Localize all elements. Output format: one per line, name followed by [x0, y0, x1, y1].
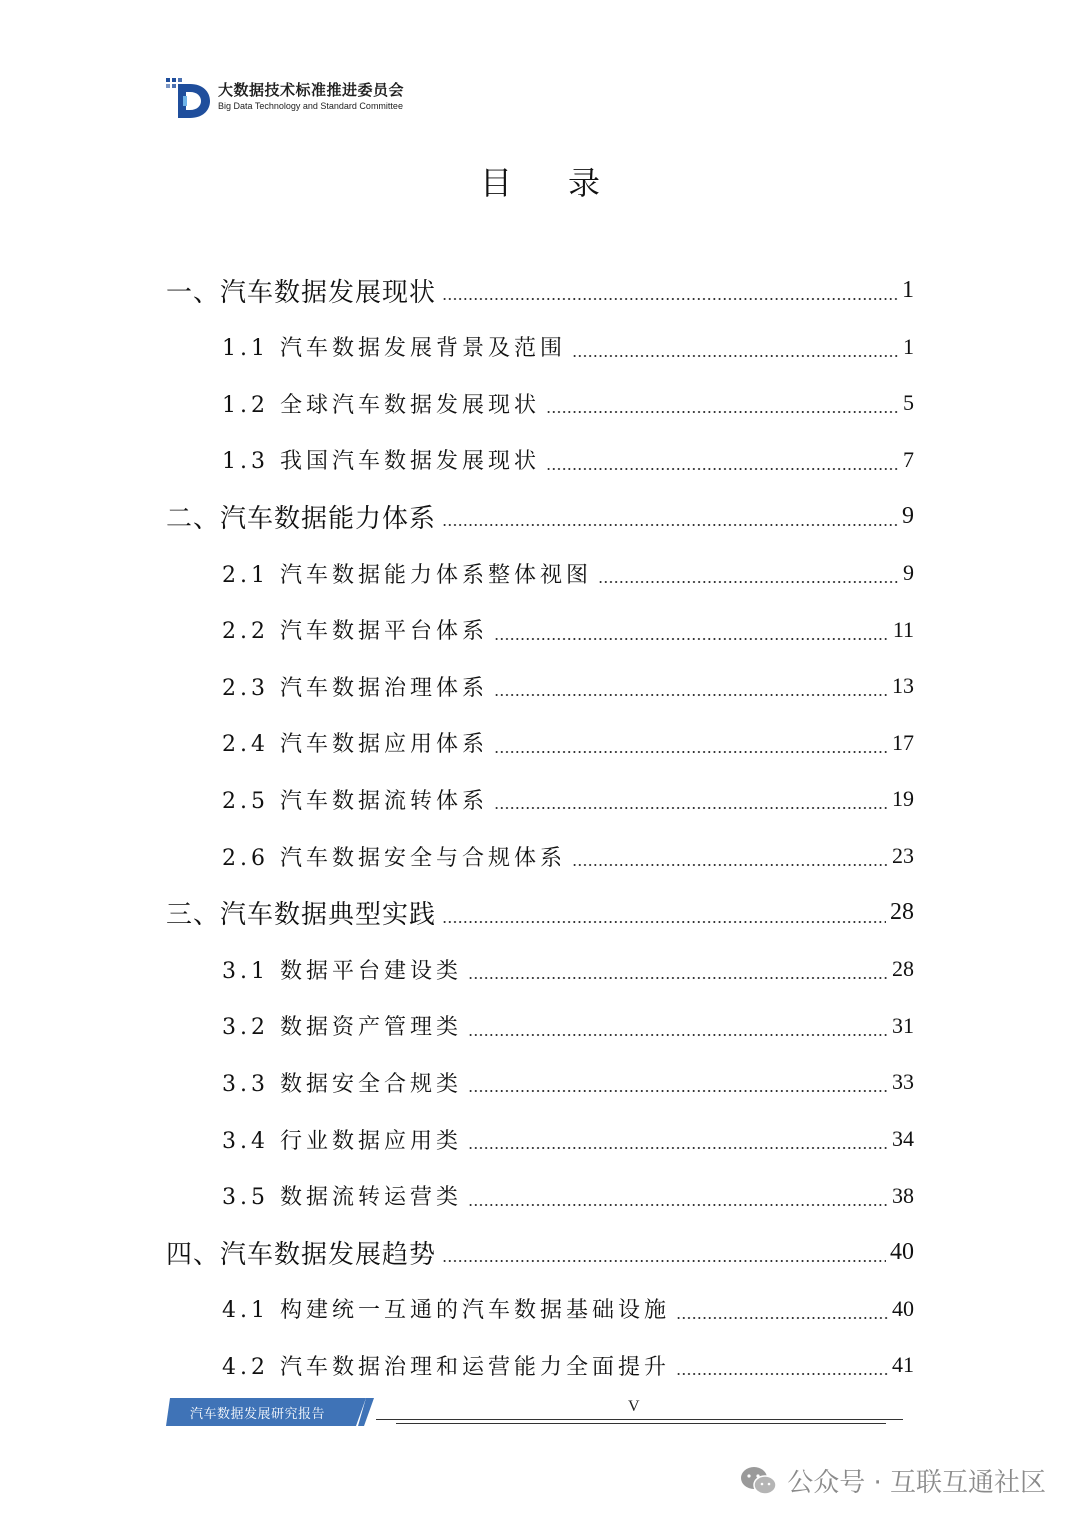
toc-entry-label: 1.1 汽车数据发展背景及范围 — [222, 336, 566, 362]
toc-entry-page: 1 — [902, 276, 914, 303]
org-name-cn: 大数据技术标准推进委员会 — [218, 81, 405, 99]
toc-entry-page: 11 — [892, 616, 914, 642]
page-number: V — [628, 1398, 640, 1415]
toc-entry-page: 38 — [892, 1182, 914, 1208]
toc-section-entry[interactable] — [222, 779, 914, 819]
toc-section-entry[interactable] — [222, 666, 914, 706]
toc-entry-label: 1.2 全球汽车数据发展现状 — [222, 392, 540, 418]
big-data-logo-icon — [166, 74, 212, 120]
toc-leader-dots — [468, 1090, 888, 1092]
toc-chapter-entry[interactable] — [166, 496, 914, 536]
toc-section-entry[interactable] — [222, 327, 914, 367]
toc-entry-page: 9 — [902, 502, 914, 529]
toc-entry-page: 9 — [903, 560, 914, 585]
footer-rule — [376, 1419, 903, 1420]
toc-entry-page: 5 — [903, 390, 914, 416]
toc-leader-dots — [676, 1317, 888, 1319]
watermark — [739, 1462, 1046, 1499]
toc-section-entry[interactable] — [222, 440, 914, 480]
toc-entry-page: 7 — [903, 446, 914, 472]
toc-leader-dots — [468, 1147, 888, 1149]
toc-section-entry[interactable] — [222, 1119, 914, 1159]
toc-entry-page: 19 — [892, 786, 914, 812]
org-name-en: Big Data Technology and Standard Committee — [218, 101, 403, 111]
org-logo — [166, 74, 404, 120]
toc-leader-dots — [442, 1260, 886, 1262]
toc-section-entry[interactable] — [222, 553, 914, 593]
toc-entry-label: 二、汽车数据能力体系 — [166, 503, 437, 534]
toc-entry-label: 2.2 汽车数据平台体系 — [222, 619, 488, 645]
toc-entry-label: 三、汽车数据典型实践 — [166, 900, 437, 931]
toc-entry-page: 40 — [892, 1295, 914, 1321]
toc-section-entry[interactable] — [222, 1345, 914, 1385]
toc-leader-dots — [468, 1204, 888, 1206]
toc-leader-dots — [442, 524, 898, 526]
toc-section-entry[interactable] — [222, 610, 914, 650]
toc-entry-label: 2.4 汽车数据应用体系 — [222, 732, 488, 758]
toc-entry-label: 一、汽车数据发展现状 — [166, 277, 437, 308]
toc-entry-page: 13 — [892, 673, 914, 699]
toc-entry-label: 四、汽车数据发展趋势 — [166, 1239, 437, 1270]
toc-entry-label: 2.3 汽车数据治理体系 — [222, 675, 488, 701]
toc-entry-label: 3.1 数据平台建设类 — [222, 958, 462, 984]
toc-section-entry[interactable] — [222, 949, 914, 989]
toc-section-entry[interactable] — [222, 1006, 914, 1046]
toc-leader-dots — [598, 581, 899, 583]
toc-section-entry[interactable] — [222, 1062, 914, 1102]
toc-leader-dots — [572, 864, 888, 866]
toc-entry-label: 3.5 数据流转运营类 — [222, 1185, 462, 1211]
toc-leader-dots — [494, 694, 888, 696]
toc-entry-page: 17 — [892, 729, 914, 755]
toc-chapter-entry[interactable] — [166, 893, 914, 933]
toc-leader-dots — [494, 638, 889, 640]
toc-entry-page: 28 — [890, 899, 914, 926]
toc-leader-dots — [494, 751, 888, 753]
footer-rule-secondary — [396, 1423, 886, 1424]
toc-chapter-entry[interactable] — [166, 270, 914, 310]
toc-leader-dots — [442, 921, 886, 923]
watermark-text: 公众号 · 互联互通社区 — [787, 1468, 1046, 1498]
toc-leader-dots — [494, 807, 888, 809]
toc-section-entry[interactable] — [222, 723, 914, 763]
toc-entry-label: 3.3 数据安全合规类 — [222, 1071, 462, 1097]
footer-report-name: 汽车数据发展研究报告 — [190, 1407, 326, 1422]
toc-entry-label: 4.2 汽车数据治理和运营能力全面提升 — [222, 1354, 670, 1380]
toc-title: 目录 — [479, 164, 656, 202]
toc-section-entry[interactable] — [222, 383, 914, 423]
toc-entry-page: 23 — [892, 843, 914, 868]
toc-entry-page: 34 — [892, 1126, 914, 1151]
toc-entry-label: 4.1 构建统一互通的汽车数据基础设施 — [222, 1298, 670, 1324]
toc-leader-dots — [572, 355, 899, 357]
toc-entry-label: 2.5 汽车数据流转体系 — [222, 788, 488, 814]
toc-section-entry[interactable] — [222, 836, 914, 876]
toc-entry-page: 33 — [892, 1069, 914, 1095]
toc-entry-page: 40 — [890, 1238, 914, 1265]
toc-leader-dots — [546, 411, 899, 413]
toc-section-entry[interactable] — [222, 1176, 914, 1216]
toc-entry-page: 28 — [892, 956, 914, 982]
toc-entry-label: 2.6 汽车数据安全与合规体系 — [222, 845, 566, 871]
toc-chapter-entry[interactable] — [166, 1232, 914, 1272]
toc-entry-label: 1.3 我国汽车数据发展现状 — [222, 449, 540, 475]
toc-leader-dots — [676, 1373, 888, 1375]
toc-leader-dots — [468, 977, 888, 979]
toc-entry-label: 3.2 数据资产管理类 — [222, 1015, 462, 1041]
toc-entry-label: 2.1 汽车数据能力体系整体视图 — [222, 562, 592, 588]
toc-leader-dots — [468, 1034, 888, 1036]
toc-leader-dots — [546, 468, 899, 470]
toc-entry-label: 3.4 行业数据应用类 — [222, 1128, 462, 1154]
toc-section-entry[interactable] — [222, 1289, 914, 1329]
toc-entry-page: 41 — [892, 1352, 914, 1378]
toc-entry-page: 31 — [892, 1012, 914, 1038]
toc-entry-page: 1 — [903, 333, 914, 359]
wechat-icon — [739, 1465, 779, 1497]
toc-leader-dots — [442, 298, 898, 300]
